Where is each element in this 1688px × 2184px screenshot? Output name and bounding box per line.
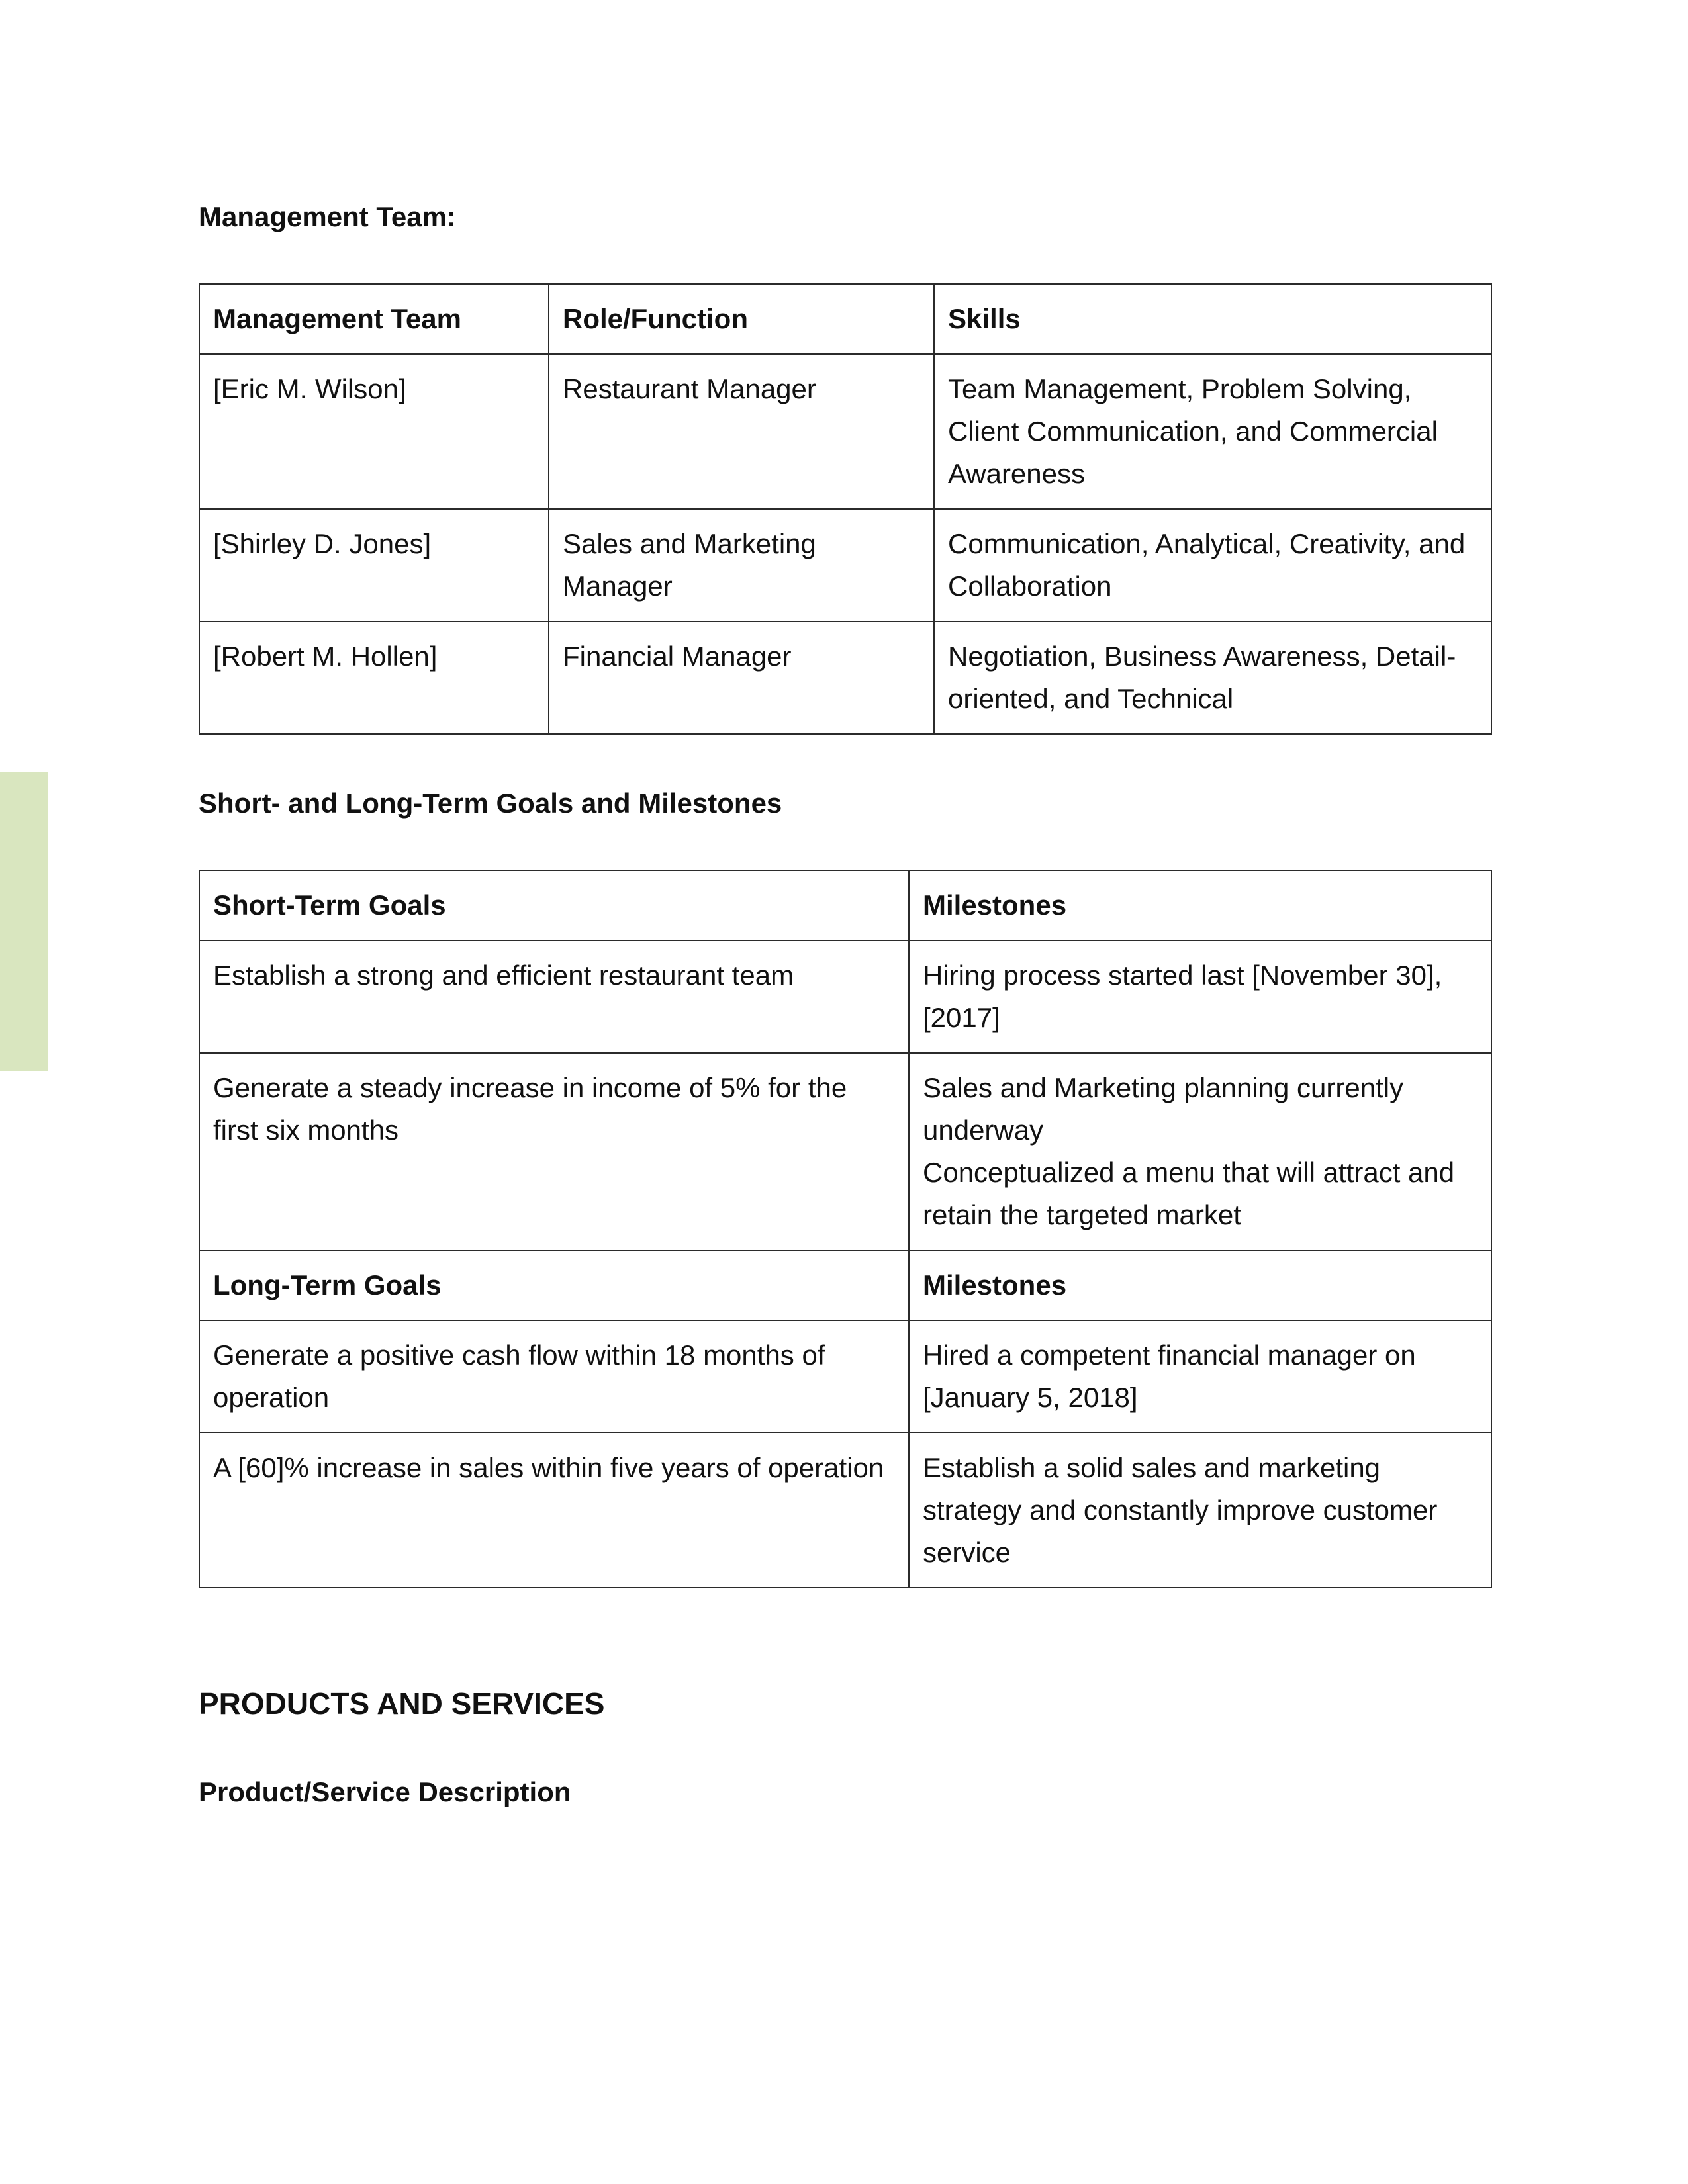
column-header: Milestones: [909, 870, 1491, 940]
team-member-name: [Eric M. Wilson]: [199, 354, 549, 509]
team-member-role: Financial Manager: [549, 621, 934, 734]
team-member-skills: Negotiation, Business Awareness, Detail-oriented, and Technical: [934, 621, 1491, 734]
table-header-row: [199, 870, 1491, 940]
team-member-name: [Shirley D. Jones]: [199, 509, 549, 621]
team-member-skills: Communication, Analytical, Creativity, and Collaboration: [934, 509, 1491, 621]
column-header: Short-Term Goals: [199, 870, 909, 940]
column-header: Role/Function: [549, 284, 934, 354]
table-row: [199, 1320, 1491, 1433]
table-row: [199, 354, 1491, 509]
milestone-line: Sales and Marketing planning currently underway: [923, 1072, 1404, 1146]
table-row: [199, 621, 1491, 734]
table-row: [199, 1433, 1491, 1588]
milestone-cell: Hired a competent financial manager on [January 5, 2018]: [909, 1320, 1491, 1433]
column-header: Skills: [934, 284, 1491, 354]
goal-cell: Generate a steady increase in income of 5% for the first six months: [199, 1053, 909, 1250]
column-header: Milestones: [909, 1250, 1491, 1320]
goal-cell: A [60]% increase in sales within five years of operation: [199, 1433, 909, 1588]
goals-milestones-heading: Short- and Long-Term Goals and Milestones: [199, 788, 782, 819]
table-row: [199, 509, 1491, 621]
table-header-row: [199, 284, 1491, 354]
milestone-cell: [909, 1053, 1491, 1250]
goal-cell: Establish a strong and efficient restaurant team: [199, 940, 909, 1053]
table-row: [199, 940, 1491, 1053]
milestone-cell: Hiring process started last [November 30], [2017]: [909, 940, 1491, 1053]
milestone-line: Conceptualized a menu that will attract and retain the targeted market: [923, 1157, 1455, 1230]
column-header: Long-Term Goals: [199, 1250, 909, 1320]
product-description-heading: Product/Service Description: [199, 1776, 571, 1807]
team-member-skills: Team Management, Problem Solving, Client Communication, and Commercial Awareness: [934, 354, 1491, 509]
team-member-name: [Robert M. Hollen]: [199, 621, 549, 734]
table-row: [199, 1053, 1491, 1250]
team-member-role: Restaurant Manager: [549, 354, 934, 509]
goal-cell: Generate a positive cash flow within 18 months of operation: [199, 1320, 909, 1433]
management-team-heading: Management Team:: [199, 201, 456, 232]
table-subheader-row: [199, 1250, 1491, 1320]
management-team-table: [199, 283, 1492, 735]
milestone-cell: Establish a solid sales and marketing strategy and constantly improve customer service: [909, 1433, 1491, 1588]
products-services-heading: PRODUCTS AND SERVICES: [199, 1686, 605, 1721]
column-header: Management Team: [199, 284, 549, 354]
side-color-tab: [0, 772, 48, 1071]
team-member-role: Sales and Marketing Manager: [549, 509, 934, 621]
goals-milestones-table: [199, 870, 1492, 1588]
